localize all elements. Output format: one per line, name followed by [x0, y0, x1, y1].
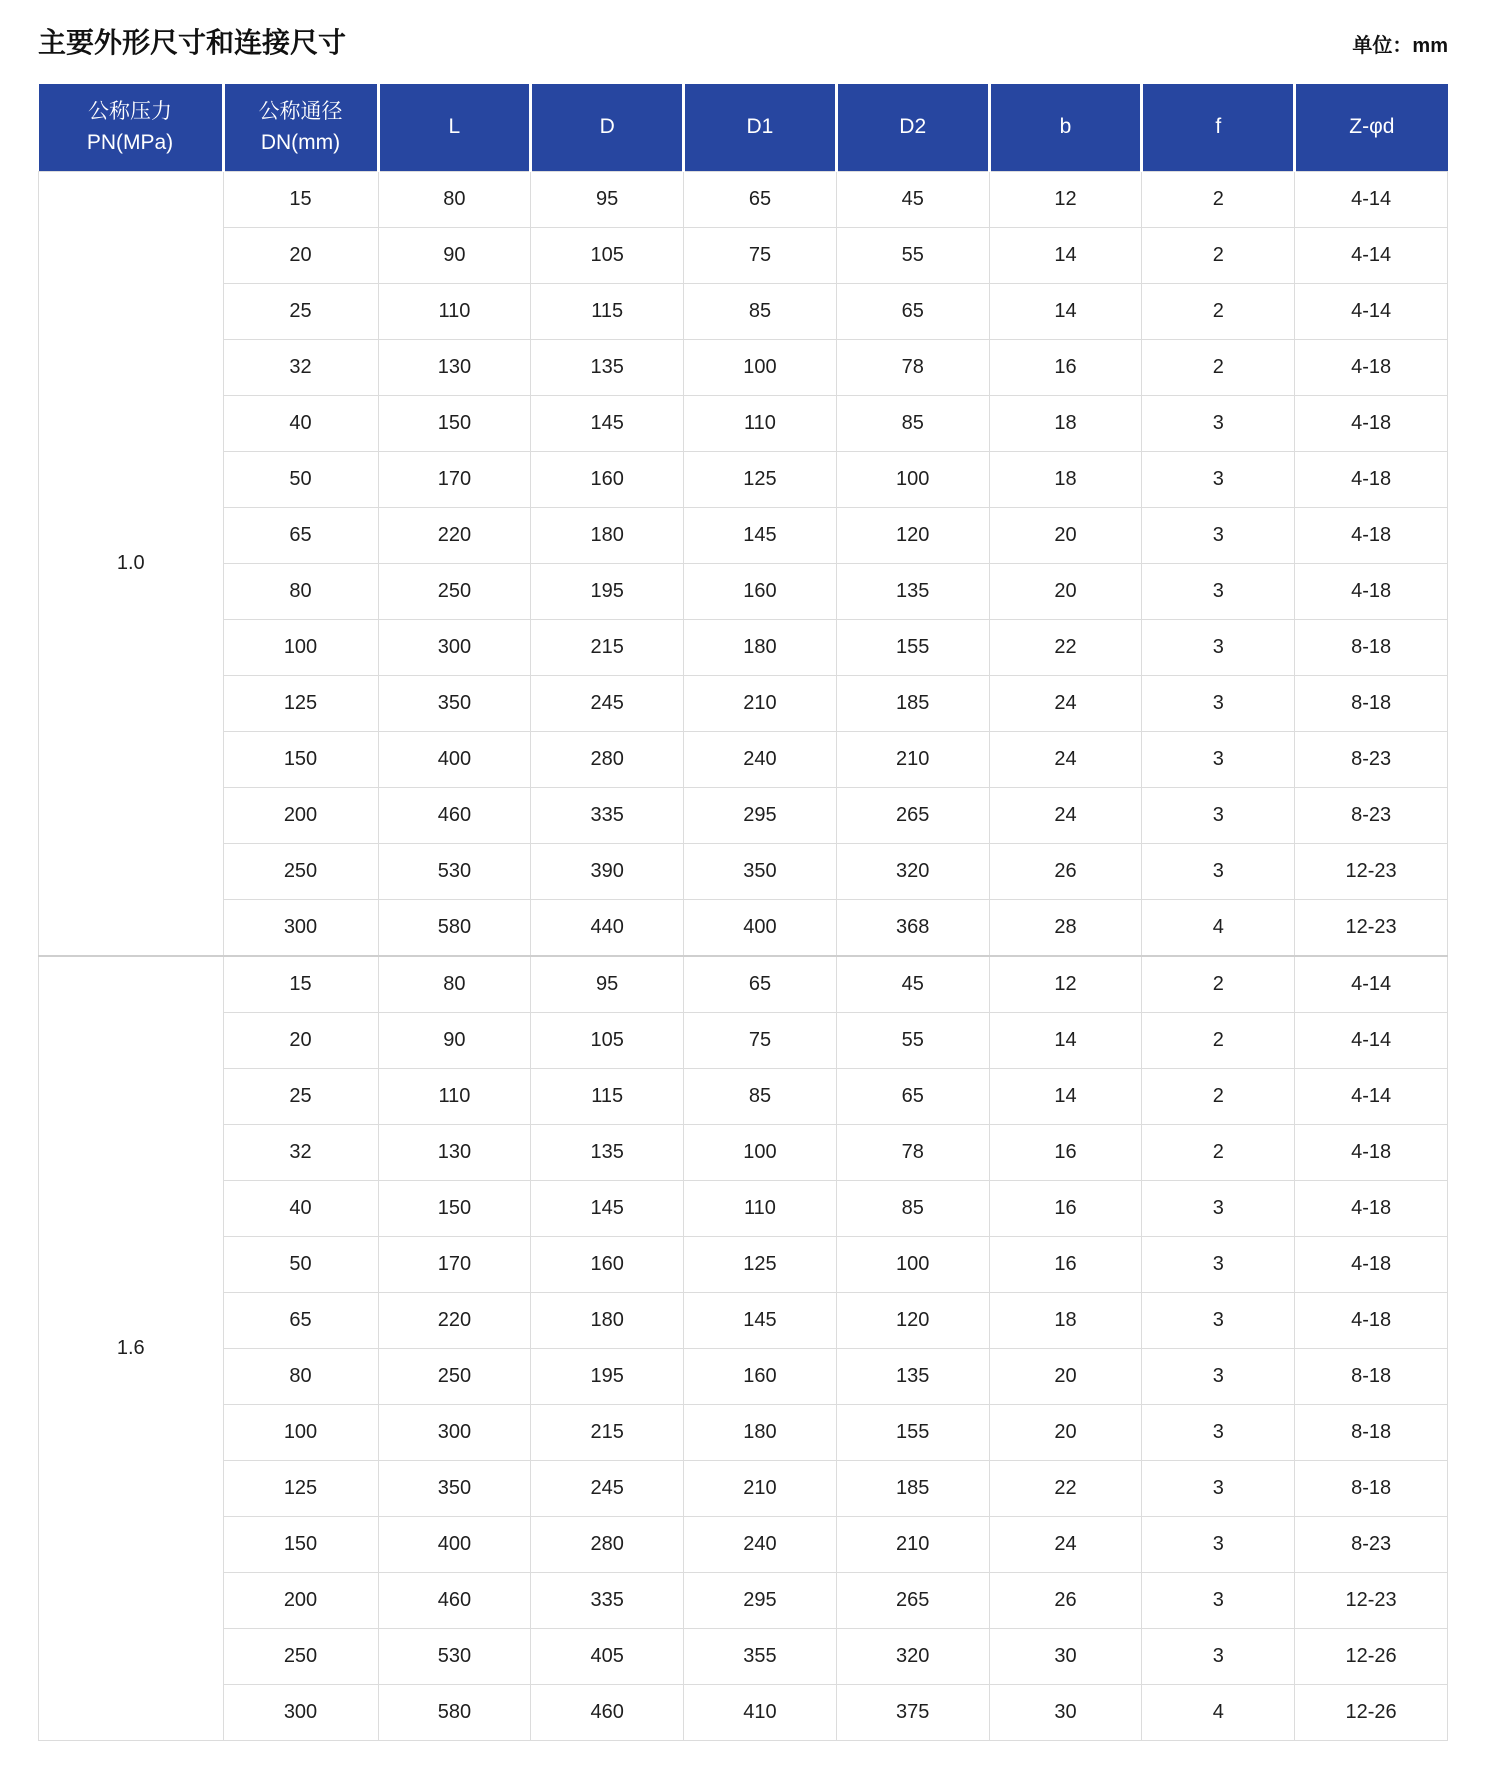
- dimension-cell: 2: [1142, 1124, 1295, 1180]
- dimension-cell: 100: [836, 451, 989, 507]
- dimension-cell: 160: [684, 563, 837, 619]
- dimension-cell: 368: [836, 899, 989, 956]
- dn-cell: 200: [223, 787, 378, 843]
- dimension-cell: 210: [836, 731, 989, 787]
- dimension-cell: 3: [1142, 1180, 1295, 1236]
- dimension-cell: 400: [378, 1516, 531, 1572]
- dn-cell: 250: [223, 843, 378, 899]
- dimension-cell: 300: [378, 1404, 531, 1460]
- dimension-cell: 160: [531, 1236, 684, 1292]
- dimension-cell: 4-18: [1295, 563, 1448, 619]
- dimension-cell: 265: [836, 787, 989, 843]
- dimension-cell: 280: [531, 731, 684, 787]
- dimension-cell: 135: [531, 1124, 684, 1180]
- header-row: [39, 84, 1448, 172]
- table-body: [39, 171, 1448, 1740]
- dimension-cell: 280: [531, 1516, 684, 1572]
- dimension-cell: 460: [378, 1572, 531, 1628]
- dimension-cell: 335: [531, 1572, 684, 1628]
- dn-cell: 15: [223, 956, 378, 1013]
- table-row: [39, 899, 1448, 956]
- dimension-cell: 24: [989, 1516, 1142, 1572]
- pn-value-cell: 1.6: [39, 956, 224, 1741]
- dimension-cell: 4-14: [1295, 283, 1448, 339]
- dimensions-table: [38, 84, 1448, 1741]
- pn-value-cell: 1.0: [39, 171, 224, 956]
- dn-cell: 300: [223, 1684, 378, 1740]
- dimension-cell: 320: [836, 843, 989, 899]
- dimension-cell: 85: [684, 1068, 837, 1124]
- dimension-cell: 3: [1142, 731, 1295, 787]
- dimension-cell: 300: [378, 619, 531, 675]
- dn-cell: 50: [223, 1236, 378, 1292]
- dimension-cell: 100: [684, 1124, 837, 1180]
- table-row: [39, 395, 1448, 451]
- dimension-cell: 20: [989, 1348, 1142, 1404]
- dimension-cell: 100: [836, 1236, 989, 1292]
- column-header: 公称压力 PN(MPa): [39, 84, 224, 172]
- dimension-cell: 135: [836, 1348, 989, 1404]
- dimension-cell: 110: [378, 1068, 531, 1124]
- dimension-cell: 18: [989, 395, 1142, 451]
- dimension-cell: 265: [836, 1572, 989, 1628]
- dimension-cell: 195: [531, 563, 684, 619]
- dimension-cell: 160: [684, 1348, 837, 1404]
- dimension-cell: 105: [531, 1012, 684, 1068]
- dimension-cell: 3: [1142, 1292, 1295, 1348]
- table-row: [39, 1124, 1448, 1180]
- dimension-cell: 85: [684, 283, 837, 339]
- dimension-cell: 155: [836, 1404, 989, 1460]
- dimension-cell: 150: [378, 395, 531, 451]
- dimension-cell: 320: [836, 1628, 989, 1684]
- dimension-cell: 145: [684, 1292, 837, 1348]
- dimension-cell: 350: [378, 675, 531, 731]
- dimension-cell: 405: [531, 1628, 684, 1684]
- table-row: [39, 1180, 1448, 1236]
- table-row: [39, 619, 1448, 675]
- dimension-cell: 250: [378, 1348, 531, 1404]
- dimension-cell: 400: [378, 731, 531, 787]
- dimension-cell: 4: [1142, 899, 1295, 956]
- dimension-cell: 78: [836, 339, 989, 395]
- dimension-cell: 2: [1142, 171, 1295, 227]
- dimension-cell: 16: [989, 1124, 1142, 1180]
- dn-cell: 20: [223, 227, 378, 283]
- table-head: [39, 84, 1448, 172]
- dimension-cell: 145: [684, 507, 837, 563]
- dimension-cell: 110: [684, 1180, 837, 1236]
- dimension-cell: 245: [531, 1460, 684, 1516]
- dimension-cell: 2: [1142, 1012, 1295, 1068]
- dimension-cell: 8-18: [1295, 1348, 1448, 1404]
- dimension-cell: 135: [836, 563, 989, 619]
- dimension-cell: 390: [531, 843, 684, 899]
- dimension-cell: 185: [836, 675, 989, 731]
- dimension-cell: 250: [378, 563, 531, 619]
- dimension-cell: 210: [684, 675, 837, 731]
- table-row: [39, 1292, 1448, 1348]
- table-row: [39, 1404, 1448, 1460]
- dimension-cell: 3: [1142, 1460, 1295, 1516]
- dimension-cell: 45: [836, 956, 989, 1013]
- dimension-cell: 95: [531, 956, 684, 1013]
- dimension-cell: 2: [1142, 227, 1295, 283]
- table-row: [39, 451, 1448, 507]
- dimension-cell: 4-14: [1295, 1012, 1448, 1068]
- dimension-cell: 2: [1142, 1068, 1295, 1124]
- dimension-cell: 210: [836, 1516, 989, 1572]
- dimension-cell: 20: [989, 507, 1142, 563]
- dimension-cell: 65: [684, 171, 837, 227]
- table-row: [39, 1684, 1448, 1740]
- dimension-cell: 16: [989, 1180, 1142, 1236]
- dimension-cell: 130: [378, 1124, 531, 1180]
- dn-cell: 15: [223, 171, 378, 227]
- column-header: D1: [684, 84, 837, 172]
- unit-label: 单位：mm: [1352, 34, 1448, 57]
- column-header: D2: [836, 84, 989, 172]
- dimension-cell: 8-18: [1295, 619, 1448, 675]
- table-row: [39, 1460, 1448, 1516]
- dimension-cell: 185: [836, 1460, 989, 1516]
- dn-cell: 150: [223, 1516, 378, 1572]
- dimension-cell: 75: [684, 227, 837, 283]
- dn-cell: 300: [223, 899, 378, 956]
- dimension-cell: 75: [684, 1012, 837, 1068]
- dimension-cell: 4: [1142, 1684, 1295, 1740]
- dimension-cell: 3: [1142, 563, 1295, 619]
- dimension-cell: 220: [378, 1292, 531, 1348]
- dimension-cell: 530: [378, 843, 531, 899]
- column-header: 公称通径 DN(mm): [223, 84, 378, 172]
- table-row: [39, 956, 1448, 1013]
- dimension-cell: 20: [989, 563, 1142, 619]
- dimension-cell: 170: [378, 451, 531, 507]
- table-row: [39, 1348, 1448, 1404]
- dimension-cell: 4-18: [1295, 1124, 1448, 1180]
- dimension-cell: 95: [531, 171, 684, 227]
- dimension-cell: 8-23: [1295, 787, 1448, 843]
- dn-cell: 250: [223, 1628, 378, 1684]
- table-row: [39, 675, 1448, 731]
- dimension-cell: 150: [378, 1180, 531, 1236]
- dimension-cell: 3: [1142, 507, 1295, 563]
- dimension-cell: 12: [989, 171, 1142, 227]
- dn-cell: 125: [223, 1460, 378, 1516]
- dimension-cell: 4-14: [1295, 227, 1448, 283]
- table-row: [39, 731, 1448, 787]
- dimension-cell: 460: [531, 1684, 684, 1740]
- dn-cell: 20: [223, 1012, 378, 1068]
- table-row: [39, 1628, 1448, 1684]
- dimension-cell: 580: [378, 899, 531, 956]
- dn-cell: 80: [223, 563, 378, 619]
- dimension-cell: 3: [1142, 1404, 1295, 1460]
- dimension-cell: 4-14: [1295, 956, 1448, 1013]
- dimension-cell: 170: [378, 1236, 531, 1292]
- dimension-cell: 80: [378, 956, 531, 1013]
- dimension-cell: 125: [684, 1236, 837, 1292]
- dimension-cell: 180: [684, 1404, 837, 1460]
- dn-cell: 25: [223, 1068, 378, 1124]
- dimension-cell: 78: [836, 1124, 989, 1180]
- dimension-cell: 295: [684, 787, 837, 843]
- dimension-cell: 24: [989, 787, 1142, 843]
- dn-cell: 40: [223, 395, 378, 451]
- table-row: [39, 1572, 1448, 1628]
- table-row: [39, 1516, 1448, 1572]
- dimension-cell: 215: [531, 619, 684, 675]
- dimension-cell: 4-18: [1295, 1292, 1448, 1348]
- dn-cell: 65: [223, 1292, 378, 1348]
- dimension-cell: 375: [836, 1684, 989, 1740]
- dimension-cell: 105: [531, 227, 684, 283]
- dimension-cell: 18: [989, 451, 1142, 507]
- dimension-cell: 22: [989, 619, 1142, 675]
- dn-cell: 32: [223, 339, 378, 395]
- dimension-cell: 90: [378, 1012, 531, 1068]
- dn-cell: 100: [223, 619, 378, 675]
- dimension-cell: 3: [1142, 843, 1295, 899]
- dimension-cell: 2: [1142, 283, 1295, 339]
- dimension-cell: 12: [989, 956, 1142, 1013]
- dimension-cell: 145: [531, 395, 684, 451]
- dimension-cell: 8-18: [1295, 675, 1448, 731]
- dimension-cell: 65: [836, 1068, 989, 1124]
- dimension-cell: 120: [836, 507, 989, 563]
- dimension-cell: 3: [1142, 1236, 1295, 1292]
- table-row: [39, 1012, 1448, 1068]
- dimension-cell: 12-23: [1295, 899, 1448, 956]
- dimension-cell: 85: [836, 395, 989, 451]
- dimension-cell: 16: [989, 1236, 1142, 1292]
- dimension-cell: 24: [989, 675, 1142, 731]
- table-row: [39, 227, 1448, 283]
- dimension-cell: 335: [531, 787, 684, 843]
- dimension-cell: 12-26: [1295, 1628, 1448, 1684]
- dimension-cell: 4-18: [1295, 507, 1448, 563]
- dimension-cell: 245: [531, 675, 684, 731]
- dn-cell: 150: [223, 731, 378, 787]
- dimension-cell: 110: [684, 395, 837, 451]
- dimension-cell: 115: [531, 283, 684, 339]
- dimension-cell: 580: [378, 1684, 531, 1740]
- dimension-cell: 20: [989, 1404, 1142, 1460]
- dimension-cell: 160: [531, 451, 684, 507]
- dimension-cell: 180: [684, 619, 837, 675]
- dimension-cell: 240: [684, 731, 837, 787]
- dimension-cell: 22: [989, 1460, 1142, 1516]
- dimension-cell: 65: [684, 956, 837, 1013]
- dimension-cell: 14: [989, 227, 1142, 283]
- dimension-cell: 4-18: [1295, 1180, 1448, 1236]
- table-row: [39, 1236, 1448, 1292]
- dimension-cell: 210: [684, 1460, 837, 1516]
- dimension-cell: 65: [836, 283, 989, 339]
- dimension-cell: 350: [684, 843, 837, 899]
- table-row: [39, 843, 1448, 899]
- column-header: Z-φd: [1295, 84, 1448, 172]
- page-title: 主要外形尺寸和连接尺寸: [38, 27, 347, 58]
- dimension-cell: 8-23: [1295, 1516, 1448, 1572]
- dimension-cell: 295: [684, 1572, 837, 1628]
- dimension-cell: 3: [1142, 619, 1295, 675]
- dn-cell: 40: [223, 1180, 378, 1236]
- dimension-cell: 2: [1142, 956, 1295, 1013]
- dimension-cell: 4-18: [1295, 1236, 1448, 1292]
- dimension-cell: 2: [1142, 339, 1295, 395]
- dimension-cell: 14: [989, 283, 1142, 339]
- table-row: [39, 283, 1448, 339]
- dimension-cell: 215: [531, 1404, 684, 1460]
- dimension-cell: 3: [1142, 1516, 1295, 1572]
- dimension-cell: 3: [1142, 451, 1295, 507]
- dimension-cell: 4-18: [1295, 339, 1448, 395]
- dimension-cell: 80: [378, 171, 531, 227]
- column-header: D: [531, 84, 684, 172]
- dimension-cell: 440: [531, 899, 684, 956]
- column-header: f: [1142, 84, 1295, 172]
- dimension-cell: 4-14: [1295, 1068, 1448, 1124]
- dimension-cell: 45: [836, 171, 989, 227]
- dimension-cell: 130: [378, 339, 531, 395]
- dimension-cell: 4-18: [1295, 395, 1448, 451]
- dimension-cell: 115: [531, 1068, 684, 1124]
- table-row: [39, 787, 1448, 843]
- page-header: [38, 26, 1448, 60]
- dimension-cell: 240: [684, 1516, 837, 1572]
- dn-cell: 25: [223, 283, 378, 339]
- dn-cell: 32: [223, 1124, 378, 1180]
- dimension-cell: 3: [1142, 787, 1295, 843]
- dimension-cell: 125: [684, 451, 837, 507]
- dimension-cell: 14: [989, 1012, 1142, 1068]
- dimension-cell: 12-23: [1295, 843, 1448, 899]
- dimension-cell: 8-23: [1295, 731, 1448, 787]
- dimension-cell: 30: [989, 1684, 1142, 1740]
- table-row: [39, 563, 1448, 619]
- dimension-cell: 8-18: [1295, 1404, 1448, 1460]
- dn-cell: 125: [223, 675, 378, 731]
- dn-cell: 65: [223, 507, 378, 563]
- column-header: b: [989, 84, 1142, 172]
- dimension-cell: 8-18: [1295, 1460, 1448, 1516]
- dimension-cell: 90: [378, 227, 531, 283]
- column-header: L: [378, 84, 531, 172]
- dimension-cell: 400: [684, 899, 837, 956]
- dimension-cell: 3: [1142, 395, 1295, 451]
- dimension-cell: 195: [531, 1348, 684, 1404]
- dimension-cell: 14: [989, 1068, 1142, 1124]
- dimension-cell: 180: [531, 1292, 684, 1348]
- dimension-cell: 3: [1142, 675, 1295, 731]
- dimension-cell: 350: [378, 1460, 531, 1516]
- dimension-cell: 28: [989, 899, 1142, 956]
- dimension-cell: 410: [684, 1684, 837, 1740]
- dimension-cell: 460: [378, 787, 531, 843]
- dimension-cell: 355: [684, 1628, 837, 1684]
- dimension-cell: 4-14: [1295, 171, 1448, 227]
- dimension-cell: 55: [836, 227, 989, 283]
- dimension-cell: 3: [1142, 1348, 1295, 1404]
- dimension-cell: 26: [989, 1572, 1142, 1628]
- dimension-cell: 110: [378, 283, 531, 339]
- dn-cell: 50: [223, 451, 378, 507]
- dimension-cell: 155: [836, 619, 989, 675]
- dimension-cell: 24: [989, 731, 1142, 787]
- table-row: [39, 171, 1448, 227]
- dimension-cell: 55: [836, 1012, 989, 1068]
- table-row: [39, 339, 1448, 395]
- dimension-cell: 30: [989, 1628, 1142, 1684]
- dimension-cell: 3: [1142, 1572, 1295, 1628]
- dimension-cell: 180: [531, 507, 684, 563]
- dimension-cell: 4-18: [1295, 451, 1448, 507]
- dn-cell: 200: [223, 1572, 378, 1628]
- dimension-cell: 220: [378, 507, 531, 563]
- dimension-cell: 100: [684, 339, 837, 395]
- dimension-cell: 85: [836, 1180, 989, 1236]
- dimension-cell: 12-26: [1295, 1684, 1448, 1740]
- dimension-cell: 120: [836, 1292, 989, 1348]
- dimension-cell: 12-23: [1295, 1572, 1448, 1628]
- table-row: [39, 1068, 1448, 1124]
- dimension-cell: 3: [1142, 1628, 1295, 1684]
- table-row: [39, 507, 1448, 563]
- dn-cell: 100: [223, 1404, 378, 1460]
- dimension-cell: 18: [989, 1292, 1142, 1348]
- dn-cell: 80: [223, 1348, 378, 1404]
- dimension-cell: 16: [989, 339, 1142, 395]
- dimension-cell: 530: [378, 1628, 531, 1684]
- dimension-cell: 145: [531, 1180, 684, 1236]
- dimension-cell: 26: [989, 843, 1142, 899]
- dimension-cell: 135: [531, 339, 684, 395]
